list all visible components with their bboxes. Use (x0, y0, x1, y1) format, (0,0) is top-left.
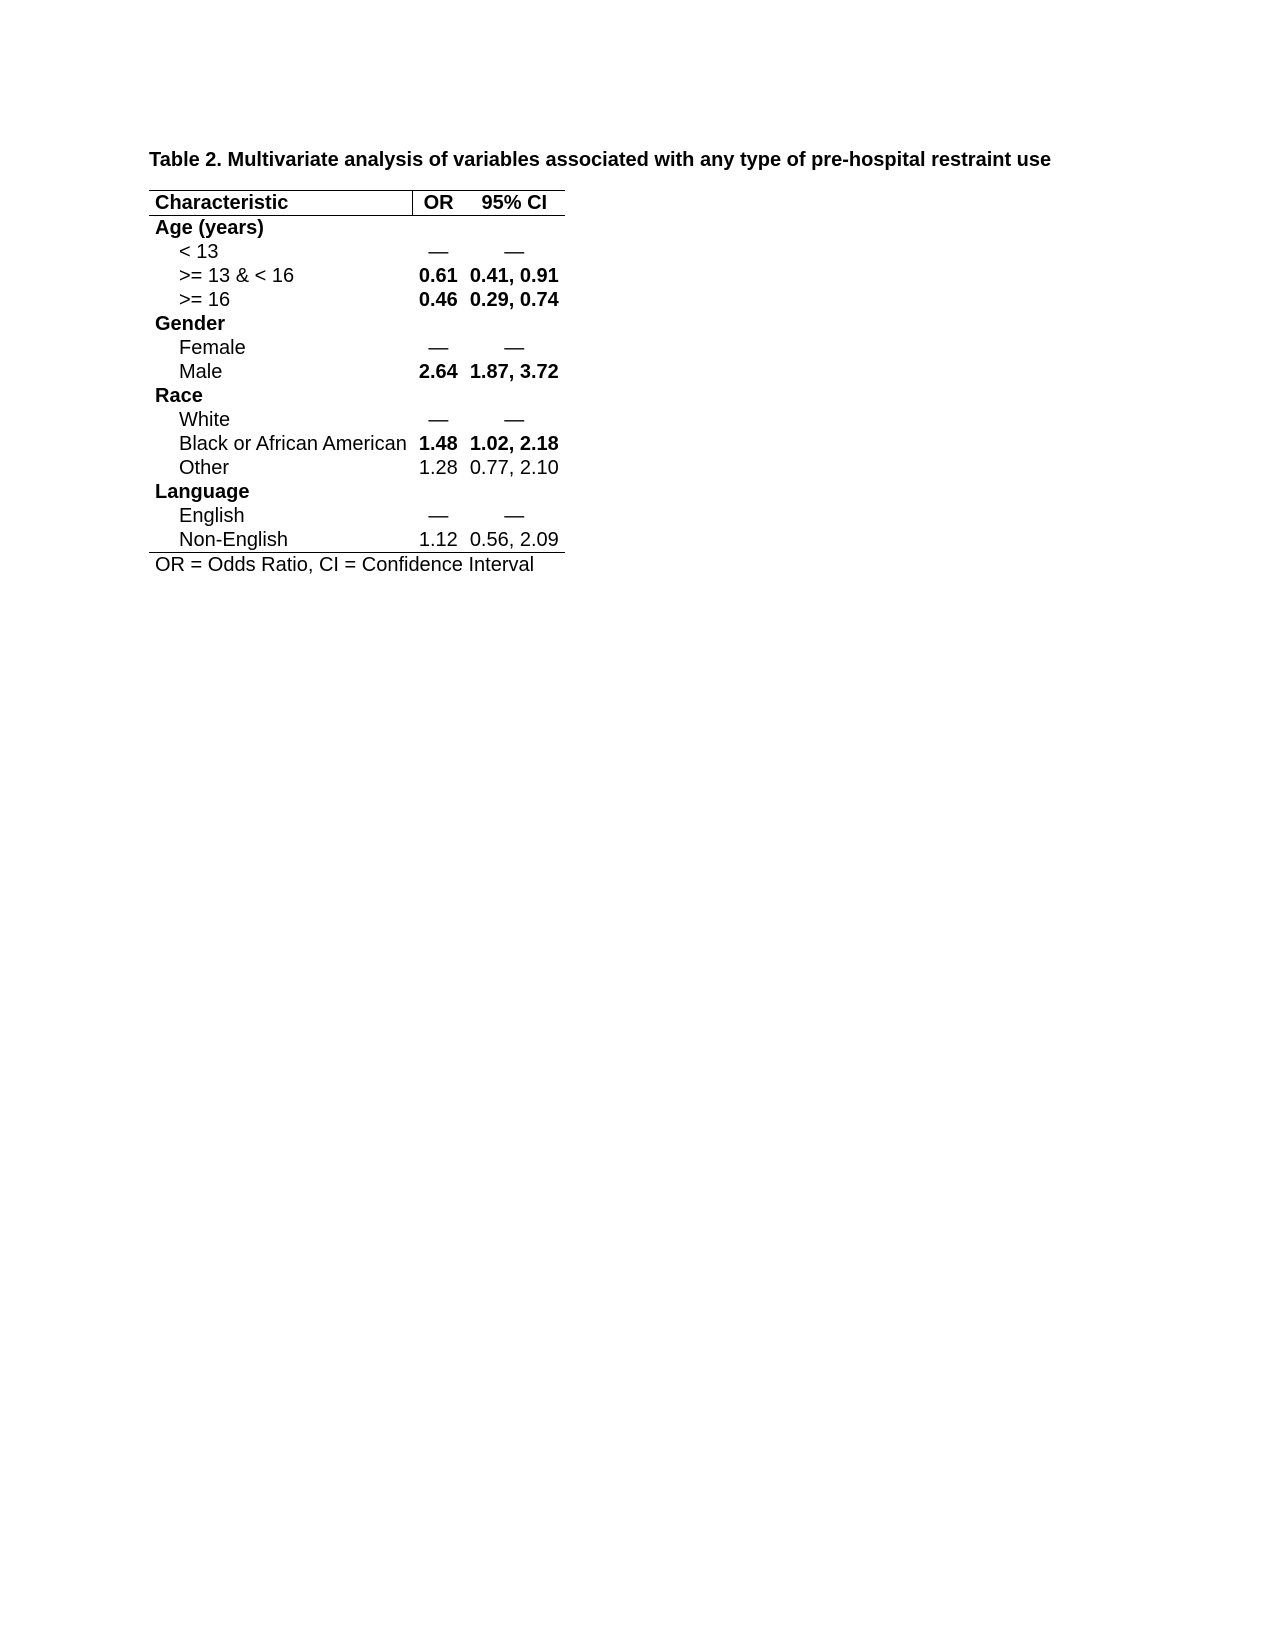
table-row (149, 504, 565, 528)
row-or: — (428, 337, 449, 359)
row-label: Black or African American (179, 433, 407, 455)
row-ci: 1.87, 3.72 (469, 361, 559, 383)
row-or: — (428, 241, 449, 263)
row-label: White (179, 409, 231, 431)
row-ci: 0.77, 2.10 (469, 457, 559, 479)
row-or: — (428, 505, 449, 527)
table-row (149, 432, 565, 456)
table-row (149, 360, 565, 384)
table-row (149, 240, 565, 264)
header-characteristic: Characteristic (149, 191, 413, 216)
group-label: Language (155, 481, 250, 503)
table-row (149, 408, 565, 432)
row-ci: 0.29, 0.74 (469, 289, 559, 311)
row-or: — (428, 409, 449, 431)
row-label: Non-English (149, 528, 413, 553)
group-row-gender (149, 312, 565, 336)
table-row (149, 288, 565, 312)
row-ci: 0.56, 2.09 (464, 528, 565, 553)
header-ci: 95% CI (464, 191, 565, 216)
row-ci: 1.02, 2.18 (469, 433, 559, 455)
group-label: Race (155, 385, 203, 407)
table-body (149, 216, 565, 553)
row-ci: — (504, 241, 525, 263)
table-row (149, 336, 565, 360)
table-row (149, 456, 565, 480)
row-or: 1.28 (418, 457, 458, 479)
row-label: English (179, 505, 245, 527)
table-row (149, 528, 565, 553)
group-row-age (149, 216, 565, 241)
group-row-language (149, 480, 565, 504)
row-label: < 13 (179, 241, 219, 263)
row-or: 1.48 (418, 433, 458, 455)
group-label: Gender (155, 313, 226, 335)
row-or: 0.46 (418, 289, 458, 311)
table-footnote-row (149, 553, 565, 578)
row-label: Other (179, 457, 230, 479)
table-caption: Table 2. Multivariate analysis of variables associated with any type of pre-hospital restraint use (149, 149, 1052, 171)
table-header-row (149, 191, 565, 216)
row-or: 0.61 (418, 265, 458, 287)
multivariate-table (149, 190, 565, 577)
row-label: Female (179, 337, 246, 359)
row-ci: — (504, 409, 525, 431)
group-label: Age (years) (155, 217, 264, 239)
group-row-race (149, 384, 565, 408)
row-ci: — (504, 337, 525, 359)
row-or: 1.12 (413, 528, 464, 553)
row-label: >= 16 (179, 289, 231, 311)
header-or: OR (413, 191, 464, 216)
row-or: 2.64 (418, 361, 458, 383)
row-ci: 0.41, 0.91 (469, 265, 559, 287)
table-footnote: OR = Odds Ratio, CI = Confidence Interval (155, 554, 535, 576)
table-row (149, 264, 565, 288)
row-label: Male (179, 361, 223, 383)
row-label: >= 13 & < 16 (179, 265, 295, 287)
row-ci: — (504, 505, 525, 527)
